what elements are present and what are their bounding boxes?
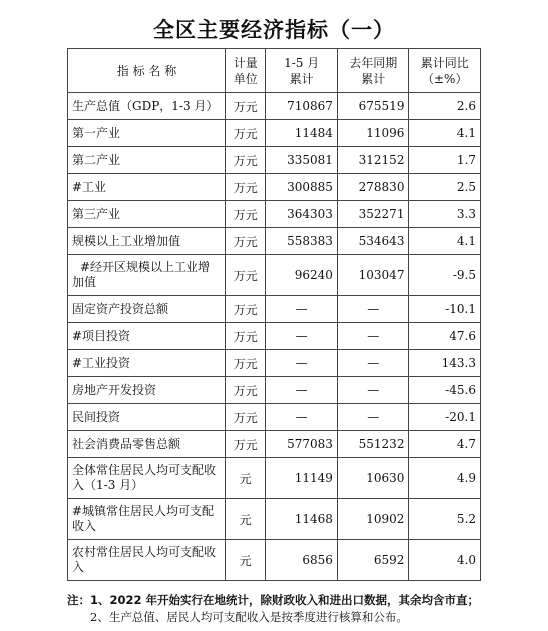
- row-name: #工业投资: [68, 350, 226, 377]
- row-unit: 万元: [226, 120, 266, 147]
- row-name: 第二产业: [68, 147, 226, 174]
- row-current: 11468: [266, 499, 338, 540]
- row-current: —: [266, 350, 338, 377]
- header-growth: 累计同比 （±%）: [409, 49, 481, 93]
- row-growth: 1.7: [409, 147, 481, 174]
- row-current: 11484: [266, 120, 338, 147]
- table-row: [68, 147, 481, 174]
- row-name: 房地产开发投资: [68, 377, 226, 404]
- row-current: —: [266, 377, 338, 404]
- row-name: 固定资产投资总额: [68, 296, 226, 323]
- row-unit: 万元: [226, 228, 266, 255]
- row-growth: 47.6: [409, 323, 481, 350]
- row-unit: 万元: [226, 431, 266, 458]
- row-unit: 万元: [226, 350, 266, 377]
- row-name: 第三产业: [68, 201, 226, 228]
- header-current: 1-5 月 累计: [266, 49, 338, 93]
- row-growth: -20.1: [409, 404, 481, 431]
- row-name: #城镇常住居民人均可支配收入: [68, 499, 226, 540]
- table-row: [68, 296, 481, 323]
- row-unit: 万元: [226, 93, 266, 120]
- table-row: [68, 255, 481, 296]
- row-name: 全体常住居民人均可支配收入（1-3 月）: [68, 458, 226, 499]
- row-current: 558383: [266, 228, 338, 255]
- row-name: 规模以上工业增加值: [68, 228, 226, 255]
- table-row: [68, 404, 481, 431]
- row-current: —: [266, 323, 338, 350]
- row-current: 300885: [266, 174, 338, 201]
- row-previous: 10902: [337, 499, 409, 540]
- row-growth: 2.5: [409, 174, 481, 201]
- row-previous: —: [337, 323, 409, 350]
- row-unit: 万元: [226, 377, 266, 404]
- row-name: 农村常住居民人均可支配收入: [68, 540, 226, 581]
- row-current: 364303: [266, 201, 338, 228]
- row-growth: 143.3: [409, 350, 481, 377]
- table-row: [68, 458, 481, 499]
- row-previous: —: [337, 377, 409, 404]
- row-current: —: [266, 296, 338, 323]
- row-growth: 3.3: [409, 201, 481, 228]
- row-unit: 万元: [226, 296, 266, 323]
- row-current: 710867: [266, 93, 338, 120]
- table-row: [68, 93, 481, 120]
- row-previous: 103047: [337, 255, 409, 296]
- row-name: 第一产业: [68, 120, 226, 147]
- row-growth: 4.7: [409, 431, 481, 458]
- row-unit: 万元: [226, 404, 266, 431]
- footnote-1: 注：1、2022 年开始实行在地统计，除财政收入和进出口数据，其余均含市直；: [67, 593, 480, 607]
- table-row: [68, 120, 481, 147]
- table-row: [68, 377, 481, 404]
- row-name: #工业: [68, 174, 226, 201]
- row-previous: 312152: [337, 147, 409, 174]
- header-unit: 计量 单位: [226, 49, 266, 93]
- row-previous: —: [337, 404, 409, 431]
- row-unit: 元: [226, 540, 266, 581]
- row-unit: 元: [226, 458, 266, 499]
- table-row: [68, 174, 481, 201]
- row-current: 96240: [266, 255, 338, 296]
- row-previous: 551232: [337, 431, 409, 458]
- row-name: #项目投资: [68, 323, 226, 350]
- header-name: 指 标 名 称: [68, 49, 226, 93]
- row-name: 生产总值（GDP，1-3 月）: [68, 93, 226, 120]
- row-current: 6856: [266, 540, 338, 581]
- table-row: [68, 431, 481, 458]
- row-previous: 11096: [337, 120, 409, 147]
- table-row: [68, 540, 481, 581]
- row-unit: 元: [226, 499, 266, 540]
- row-growth: 4.1: [409, 120, 481, 147]
- row-name: #经开区规模以上工业增加值: [68, 255, 226, 296]
- table-row: [68, 228, 481, 255]
- row-growth: 2.6: [409, 93, 481, 120]
- row-previous: 675519: [337, 93, 409, 120]
- row-previous: 6592: [337, 540, 409, 581]
- row-previous: 10630: [337, 458, 409, 499]
- row-current: 11149: [266, 458, 338, 499]
- row-previous: —: [337, 296, 409, 323]
- footnotes: [67, 592, 545, 626]
- row-unit: 万元: [226, 147, 266, 174]
- row-name: 民间投资: [68, 404, 226, 431]
- table-row: [68, 499, 481, 540]
- row-growth: 4.0: [409, 540, 481, 581]
- row-unit: 万元: [226, 255, 266, 296]
- indicator-table: [67, 48, 481, 581]
- row-name: 社会消费品零售总额: [68, 431, 226, 458]
- row-current: 335081: [266, 147, 338, 174]
- row-previous: 534643: [337, 228, 409, 255]
- row-previous: —: [337, 350, 409, 377]
- row-unit: 万元: [226, 174, 266, 201]
- table-row: [68, 350, 481, 377]
- row-growth: -10.1: [409, 296, 481, 323]
- row-current: 577083: [266, 431, 338, 458]
- row-growth: -9.5: [409, 255, 481, 296]
- row-growth: 4.1: [409, 228, 481, 255]
- row-previous: 352271: [337, 201, 409, 228]
- row-current: —: [266, 404, 338, 431]
- row-unit: 万元: [226, 323, 266, 350]
- row-growth: -45.6: [409, 377, 481, 404]
- table-header-row: [68, 49, 481, 93]
- table-row: [68, 323, 481, 350]
- row-growth: 5.2: [409, 499, 481, 540]
- table-row: [68, 201, 481, 228]
- footnote-2: 2、生产总值、居民人均可支配收入是按季度进行核算和公布。: [90, 610, 408, 624]
- row-unit: 万元: [226, 201, 266, 228]
- row-growth: 4.9: [409, 458, 481, 499]
- header-previous: 去年同期 累计: [337, 49, 409, 93]
- page-title: 全区主要经济指标（一）: [153, 18, 395, 42]
- row-previous: 278830: [337, 174, 409, 201]
